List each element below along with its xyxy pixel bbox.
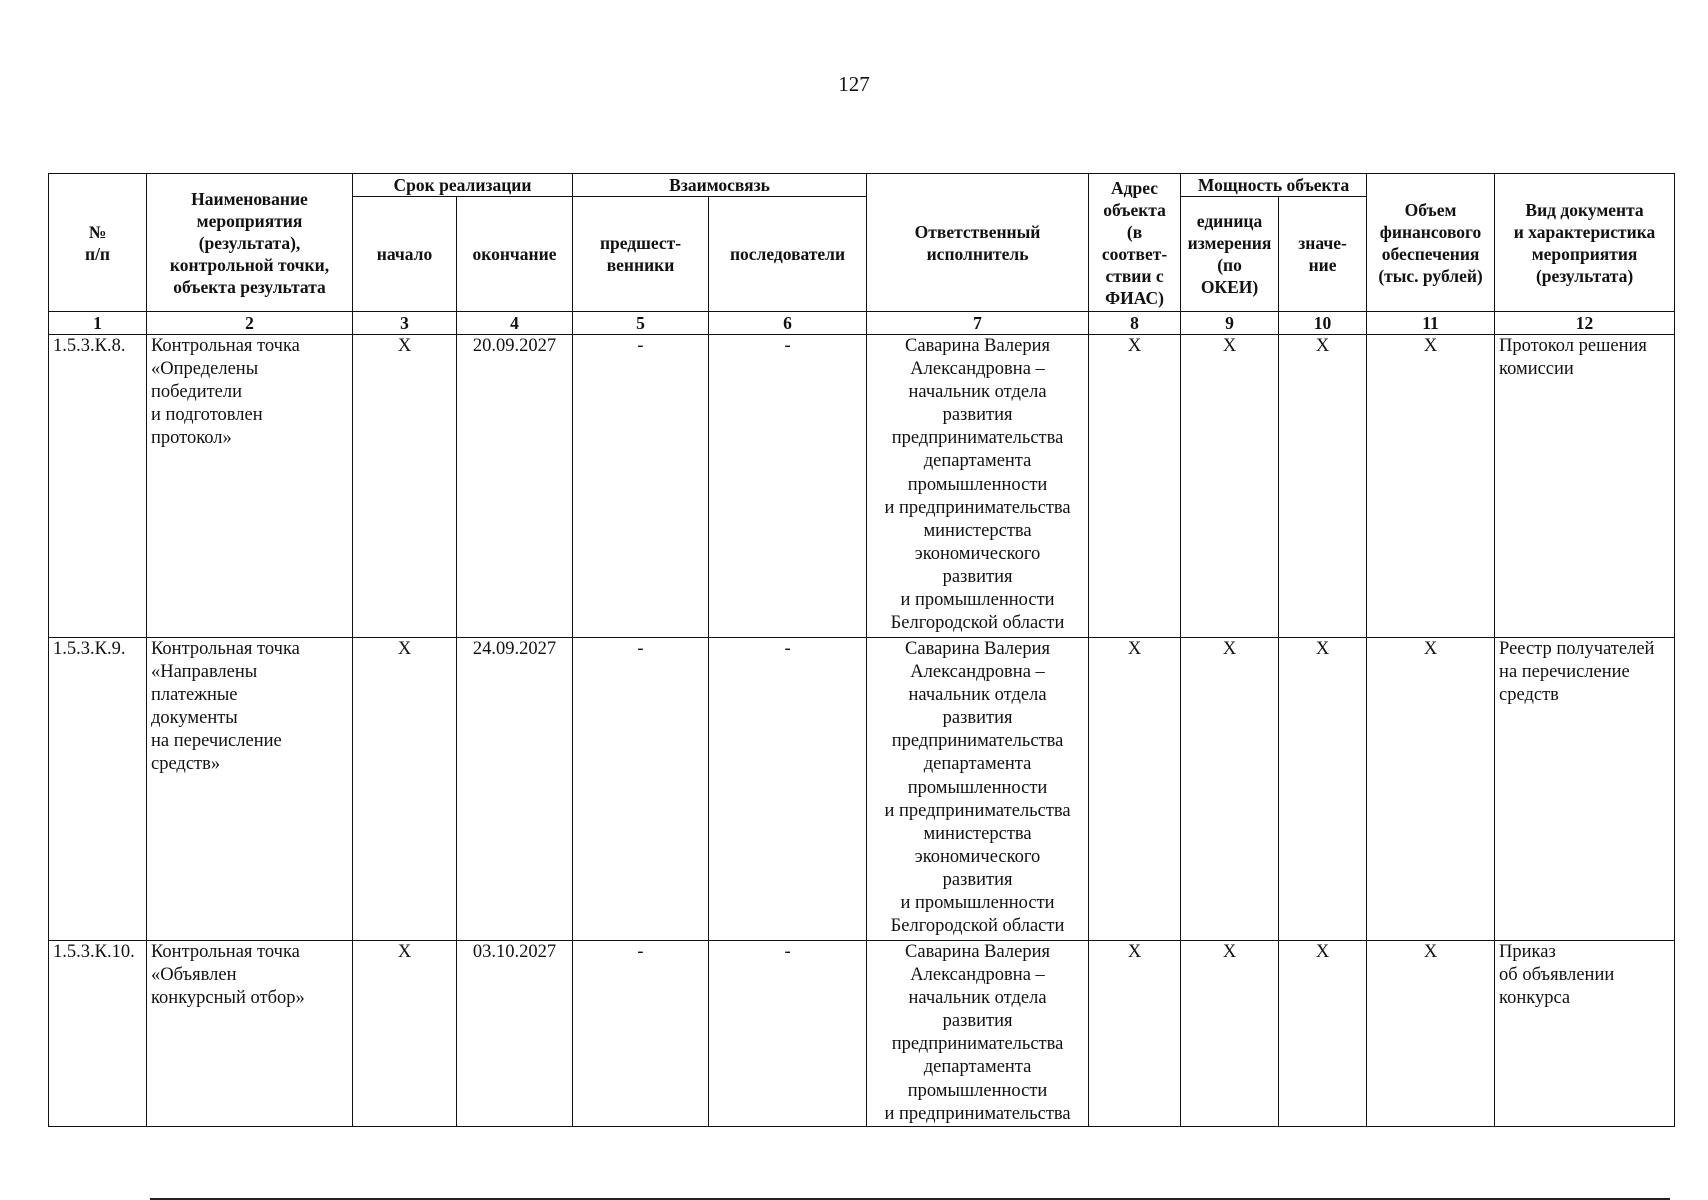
table-row [49,335,1675,638]
column-number: 6 [709,312,867,335]
row-id: 1.5.3.К.9. [49,638,147,941]
row-successors: - [709,638,867,941]
column-number: 11 [1367,312,1495,335]
row-end: 24.09.2027 [457,638,573,941]
header-number: № п/п [49,174,147,312]
row-predecessors: - [573,638,709,941]
header-predecessors: предшест- венники [573,197,709,312]
table-header [49,174,1675,312]
row-id: 1.5.3.К.8. [49,335,147,638]
table-row [49,941,1675,1127]
row-address: Х [1089,941,1181,1127]
table-row [49,638,1675,941]
row-responsible: Саварина Валерия Александровна – начальник отдела развития предпринимательства департамента промышленности и предпринимательства министерства экономического развития и промышленности Белгородской области [867,638,1089,941]
row-end: 03.10.2027 [457,941,573,1127]
row-responsible: Саварина Валерия Александровна – начальник отдела развития предпринимательства департамента промышленности и предпринимательства [867,941,1089,1127]
column-number: 8 [1089,312,1181,335]
row-start: Х [353,941,457,1127]
row-doc-type: Приказ об объявлении конкурса [1495,941,1675,1127]
column-numbers-row [49,312,1675,335]
column-number: 2 [147,312,353,335]
row-unit: Х [1181,638,1279,941]
row-successors: - [709,941,867,1127]
row-address: Х [1089,638,1181,941]
row-value: Х [1279,941,1367,1127]
column-number: 5 [573,312,709,335]
row-successors: - [709,335,867,638]
row-finance: Х [1367,941,1495,1127]
header-address: Адрес объекта (в соответ- ствии с ФИАС) [1089,174,1181,312]
row-unit: Х [1181,941,1279,1127]
row-value: Х [1279,335,1367,638]
column-number: 9 [1181,312,1279,335]
row-predecessors: - [573,335,709,638]
row-unit: Х [1181,335,1279,638]
column-number: 10 [1279,312,1367,335]
row-start: Х [353,638,457,941]
header-unit: единица измерения (по ОКЕИ) [1181,197,1279,312]
page-number: 127 [838,72,870,96]
header-start: начало [353,197,457,312]
header-responsible: Ответственный исполнитель [867,174,1089,312]
column-number: 12 [1495,312,1675,335]
row-value: Х [1279,638,1367,941]
header-successors: последователи [709,197,867,312]
column-number: 3 [353,312,457,335]
row-name: Контрольная точка «Направлены платежные документы на перечисление средств» [147,638,353,941]
row-responsible: Саварина Валерия Александровна – начальник отдела развития предпринимательства департамента промышленности и предпринимательства министерства экономического развития и промышленности Белгородской области [867,335,1089,638]
row-doc-type: Протокол решения комиссии [1495,335,1675,638]
header-end: окончание [457,197,573,312]
row-doc-type: Реестр получателей на перечисление средств [1495,638,1675,941]
row-name: Контрольная точка «Определены победители и подготовлен протокол» [147,335,353,638]
header-link-group: Взаимосвязь [573,174,867,197]
row-finance: Х [1367,638,1495,941]
header-capacity-group: Мощность объекта [1181,174,1367,197]
schedule-table [48,173,1675,1127]
row-finance: Х [1367,335,1495,638]
column-number: 7 [867,312,1089,335]
header-value: значе- ние [1279,197,1367,312]
header-name: Наименование мероприятия (результата), контрольной точки, объекта результата [147,174,353,312]
row-name: Контрольная точка «Объявлен конкурсный отбор» [147,941,353,1127]
header-doc-type: Вид документа и характеристика мероприятия (результата) [1495,174,1675,312]
row-predecessors: - [573,941,709,1127]
header-finance: Объем финансового обеспечения (тыс. рублей) [1367,174,1495,312]
column-number: 4 [457,312,573,335]
header-period-group: Срок реализации [353,174,573,197]
row-id: 1.5.3.К.10. [49,941,147,1127]
row-end: 20.09.2027 [457,335,573,638]
column-number: 1 [49,312,147,335]
row-address: Х [1089,335,1181,638]
row-start: Х [353,335,457,638]
